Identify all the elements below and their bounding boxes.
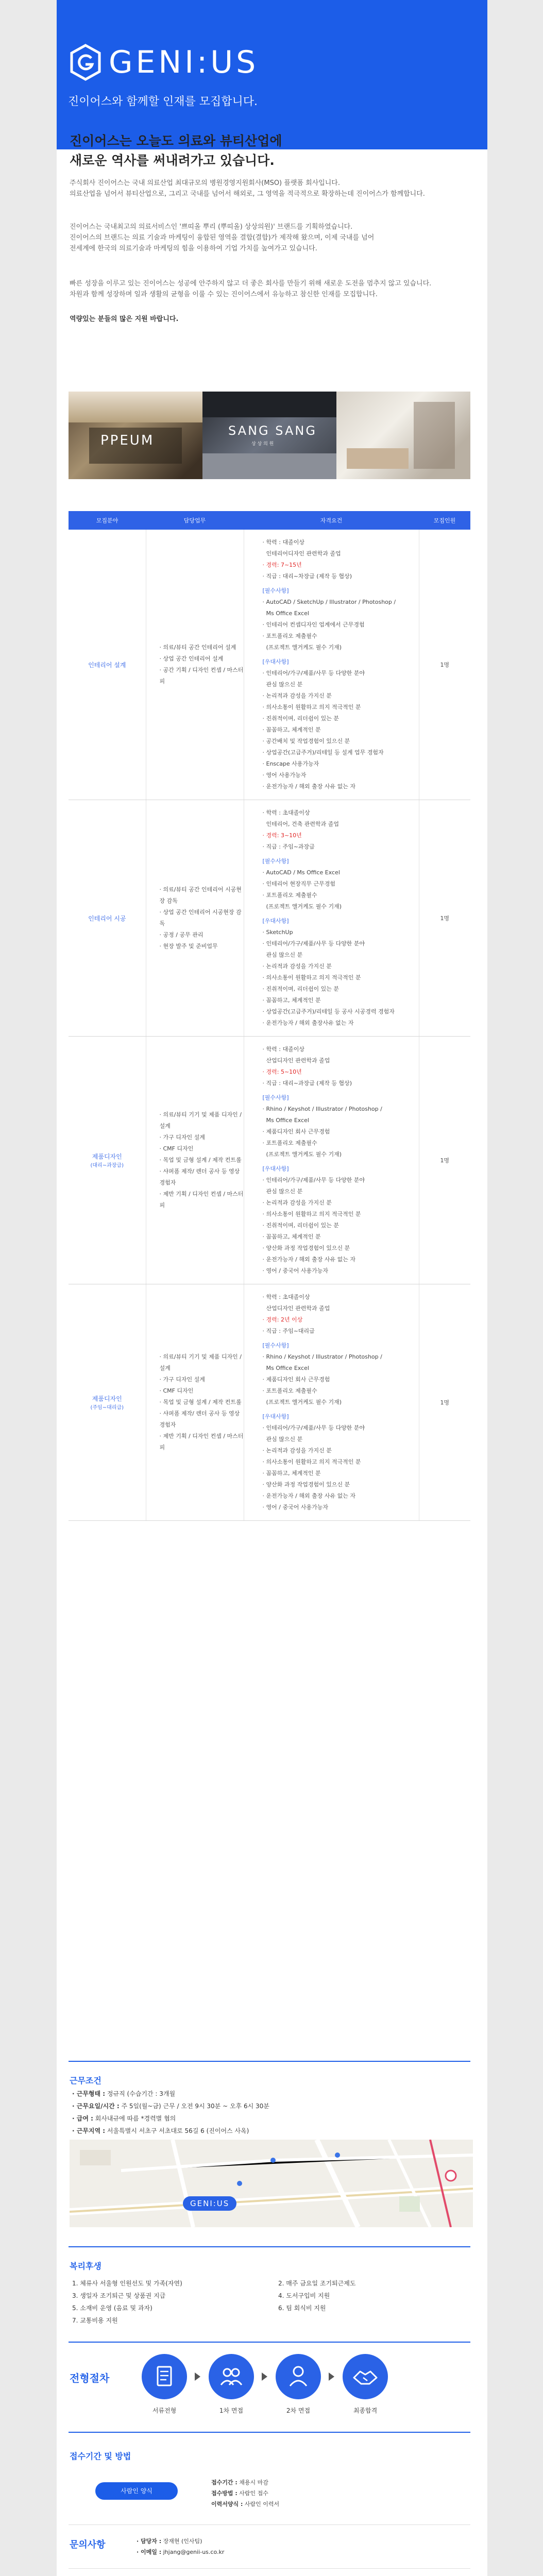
- genius-logo: [70, 44, 259, 81]
- welfare-item: 2. 매주 금요일 조기퇴근제도: [278, 2280, 356, 2287]
- qualification-item: (프로젝트 앨거케도 필수 기재): [262, 1151, 342, 1158]
- tasks-cell: [146, 530, 244, 800]
- ceiling-light: [69, 392, 202, 422]
- qualification-item: · 운전가능자 / 해외 출장사유 없는 자: [262, 1020, 354, 1026]
- table-row: [69, 1284, 470, 1521]
- task-item: · 상업 공간 인테리어 시공현장 감독: [159, 909, 242, 927]
- qualification-item: · 직급 : 주임~대리급: [262, 1328, 315, 1334]
- qualification-item: · 영어 사용가능자: [262, 772, 307, 778]
- welfare-item: 4. 도서구입비 지원: [278, 2292, 330, 2299]
- qualification-item: · 인테리어 컨셉디자인 업계에서 근무경험: [262, 621, 365, 628]
- qualification-item: · Enscape 사용가능자: [262, 760, 319, 767]
- qualification-item: · 진취적이며, 리더쉽이 있는 분: [262, 1222, 339, 1229]
- section-rule: [69, 2432, 470, 2433]
- step-label: 2차 면접: [286, 2407, 311, 2414]
- qualification-item: 산업디자인 관련학과 졸업: [262, 1305, 330, 1312]
- contact-item: [137, 2536, 224, 2547]
- intro-text: 차원과 함께 성장하며 일과 생활의 균형을 이룰 수 있는 진이어스에서 유능하고 참신한 인재를 모집합니다.: [70, 291, 378, 298]
- qualification-item: · SketchUp: [262, 929, 293, 936]
- condition-item: [72, 2100, 269, 2112]
- qualification-item: · 경력: 7~15년: [262, 562, 302, 568]
- clinic-photo-ppeum: [69, 392, 202, 479]
- job-field-level: (주임~대리급): [90, 1405, 124, 1411]
- table-row: [69, 800, 470, 1037]
- qualification-item: · 인테리어/가구/제품/사무 등 다양한 분야: [262, 1177, 365, 1183]
- tasks-cell: [146, 800, 244, 1037]
- condition-value: 주 5일(월~금) 근무 / 오전 9시 30분 ~ 오후 6시 30분: [119, 2103, 269, 2110]
- contact-key: · 이메일 :: [137, 2549, 162, 2555]
- headcount-cell: 1명: [419, 1284, 470, 1521]
- task-item: · 목업 및 금형 설계 / 제작 컨트롤: [159, 1399, 242, 1405]
- qualification-section-heading: [필수사항]: [262, 1342, 289, 1349]
- conditions-title: 근무조건: [70, 2076, 101, 2086]
- document-icon: [142, 2354, 187, 2399]
- intro-text: 주식회사 진이어스는 국내 의료산업 최대규모의 병원경영지원회사(MSO) 플랫폼 회사입니다.: [70, 179, 340, 187]
- qualification-item: · 학력 : 대졸이상: [262, 1046, 304, 1053]
- qualification-item: · 진취적이며, 리더쉽이 있는 분: [262, 986, 339, 992]
- welfare-list-left: [72, 2277, 182, 2327]
- job-field-name: 인테리어 시공: [88, 914, 126, 922]
- clinic-photo-sangsang: [202, 392, 336, 479]
- qualification-item: · 경력: 3~10년: [262, 832, 302, 839]
- qualification-section-heading: [우대사항]: [262, 1413, 289, 1420]
- job-field-name: 제품디자인: [92, 1395, 122, 1402]
- qualification-section-heading: [우대사항]: [262, 658, 289, 665]
- qualification-item: 인테리어디자인 관련학과 졸업: [262, 550, 341, 557]
- apply-title: 접수기간 및 방법: [70, 2451, 131, 2461]
- qualification-item: · 의사소통이 원활하고 의지 적극적인 분: [262, 974, 361, 981]
- qualification-item: 산업디자인 관련학과 졸업: [262, 1057, 330, 1064]
- job-field-level: (대리~과장급): [90, 1163, 124, 1168]
- task-item: · CMF 디자인: [159, 1145, 194, 1152]
- step-label: 1차 면접: [219, 2407, 244, 2414]
- headcount-cell: 1명: [419, 530, 470, 800]
- qualification-item: 인테리어, 건축 관련학과 졸업: [262, 821, 339, 827]
- qualifications-cell: [244, 800, 419, 1037]
- qualification-item: · 운전가능자 / 해외 출장 사유 없는 자: [262, 1256, 355, 1263]
- contact-item: [137, 2547, 224, 2557]
- qualification-item: · 논리적과 감성을 가지신 분: [262, 1199, 332, 1206]
- apply-key: 이력서양식 :: [211, 2501, 243, 2507]
- qualification-item: · 포트폴리오 제출필수: [262, 633, 317, 639]
- qualification-item: · 진취적이며, 리더쉽이 있는 분: [262, 715, 339, 722]
- qualification-item: · 학력 : 초대졸이상: [262, 809, 310, 816]
- qualification-item: · 경력: 2년 이상: [262, 1316, 303, 1323]
- task-item: · 현장 발주 및 준비업무: [159, 943, 218, 950]
- section-divider: [69, 2568, 470, 2569]
- qualification-item: · 포트폴리오 제출필수: [262, 1140, 317, 1146]
- conditions-list: [72, 2088, 269, 2137]
- qualification-item: · 꼼꼼하고, 체계적인 분: [262, 1470, 321, 1477]
- location-map[interactable]: [70, 2140, 473, 2227]
- qualification-item: 관심 많으신 분: [262, 952, 303, 958]
- task-item: · 공정 / 공무 관리: [159, 931, 203, 938]
- task-item: · 샤퍼폼 제작/ 렌더 공사 등 영상 경험자: [159, 1410, 240, 1428]
- tasks-cell: [146, 1284, 244, 1521]
- intro-title-line: 새로운 역사를 써내려가고 있습니다.: [70, 153, 275, 168]
- qualification-item: 관심 많으신 분: [262, 1436, 303, 1443]
- qualification-item: · 영어 / 중국어 사용가능자: [262, 1504, 328, 1511]
- apply-value: 채용시 마감: [237, 2479, 268, 2486]
- welfare-item: 7. 교통비용 지원: [72, 2317, 118, 2324]
- qualification-item: · 논리적과 감성을 가지신 분: [262, 963, 332, 970]
- ppeum-sign: PPEUM: [100, 433, 155, 448]
- map-location-pin[interactable]: GENI:US: [183, 2196, 236, 2211]
- qualification-item: · 직급 : 대리~과장급 (제작 등 협상): [262, 1080, 352, 1087]
- task-item: · 제반 기획 / 디자인 컨셉 / 마스터피: [159, 1191, 244, 1209]
- welfare-item: 1. 체류사 서울형 인원선도 및 가족(자연): [72, 2280, 182, 2287]
- job-field-cell: [69, 530, 146, 800]
- intro-text: 의료산업을 넘어서 뷰티산업으로, 그리고 국내를 넘어서 해외로, 그 영역을 적극적으로 확장하는데 진이어스가 함께합니다.: [70, 190, 425, 198]
- table-header-row: [69, 511, 470, 530]
- job-field-cell: [69, 1037, 146, 1284]
- condition-value: 서울특별시 서초구 서초대로 56길 6 (진이어스 사옥): [105, 2127, 249, 2134]
- task-item: · 가구 디자인 설계: [159, 1376, 205, 1383]
- hero-banner: [57, 0, 487, 149]
- condition-item: [72, 2112, 269, 2125]
- contact-value: 장재현 (인사팀): [161, 2538, 202, 2545]
- qualification-item: · 양산화 과정 작업경험이 있으신 분: [262, 1481, 350, 1488]
- section-rule: [69, 2342, 470, 2343]
- apply-value: 사람인 접수: [237, 2490, 268, 2497]
- task-item: · 목업 및 금형 설계 / 제작 컨트롤: [159, 1157, 242, 1163]
- contact-info: [137, 2536, 224, 2557]
- arrow-icon: [329, 2372, 334, 2381]
- qualification-item: · 꼼꼼하고, 체계적인 분: [262, 997, 321, 1004]
- condition-key: · 근무형태 :: [72, 2090, 106, 2097]
- section-rule: [69, 2061, 470, 2062]
- task-item: · CMF 디자인: [159, 1387, 194, 1394]
- qualification-section-heading: [필수사항]: [262, 1094, 289, 1101]
- col-header-qualifications: 자격요건: [244, 511, 419, 530]
- qualification-item: · 의사소통이 원활하고 의지 적극적인 분: [262, 1211, 361, 1217]
- qualifications-cell: [244, 1284, 419, 1521]
- apply-info: [211, 2477, 279, 2510]
- qualification-section-heading: [필수사항]: [262, 587, 289, 594]
- qualification-item: · 제품디자인 회사 근무경험: [262, 1128, 330, 1135]
- intro-paragraph: [70, 178, 471, 199]
- qualification-item: (프로젝트 앨거케도 필수 기재): [262, 1399, 342, 1405]
- qualification-item: · 인테리어 현장직무 근무경험: [262, 880, 335, 887]
- qualification-item: · 포트폴리오 제출필수: [262, 892, 317, 899]
- headcount-cell: 1명: [419, 800, 470, 1037]
- intro-text: 진이어스는 국내최고의 의료서비스인 '쁘띠올 뿌리 (뿌띠올) 상상의원)' 브랜드를 기획하였습니다.: [70, 223, 353, 231]
- qualification-item: · Rhino / Keyshot / Illustrator / Photoshop /: [262, 1106, 382, 1112]
- apply-key: 접수기간 :: [211, 2479, 237, 2486]
- qualification-section-heading: [필수사항]: [262, 858, 289, 865]
- intro-text: 빠른 성장을 이루고 있는 진이어스는 성공에 안주하지 않고 더 좋은 회사를 만들기 위해 새로운 도전을 멈추지 않고 있습니다.: [70, 280, 432, 287]
- task-item: · 의료/뷰티 공간 인테리어 설계: [159, 644, 236, 651]
- table-row: [69, 1037, 470, 1284]
- qualification-item: · 인테리어/가구/제품/사무 등 다양한 분야: [262, 670, 365, 676]
- apply-item: [211, 2488, 279, 2499]
- col-header-field: 모집분야: [69, 511, 146, 530]
- welfare-item: 6. 팀 회식비 지원: [278, 2304, 326, 2312]
- job-field-name: 제품디자인: [92, 1153, 122, 1160]
- qualification-item: · 꼼꼼하고, 체계적인 분: [262, 1233, 321, 1240]
- saramin-form-button[interactable]: 사람인 양식: [95, 2482, 178, 2500]
- qualification-item: · 논리적과 감성을 가지신 분: [262, 1447, 332, 1454]
- floor: [202, 453, 336, 479]
- condition-key: · 근무요일/시간 :: [72, 2103, 120, 2110]
- qualification-item: · 인테리어/가구/제품/사무 등 다양한 분야: [262, 940, 365, 947]
- qualification-item: Ms Office Excel: [262, 1117, 309, 1124]
- apply-value: 사람인 이력서: [243, 2501, 280, 2507]
- qualification-item: · 직급 : 대리~차장급 (제작 등 협상): [262, 573, 352, 580]
- section-rule: [69, 2246, 470, 2247]
- task-item: · 가구 디자인 설계: [159, 1134, 205, 1141]
- group-icon: [209, 2354, 254, 2399]
- task-item: · 의료/뷰티 기기 및 제품 디자인 / 설계: [159, 1111, 242, 1129]
- step-second-interview: [276, 2354, 321, 2399]
- qualification-item: · 포트폴리오 제출필수: [262, 1387, 317, 1394]
- task-item: · 샤퍼폼 제작/ 렌더 공사 등 영상 경험자: [159, 1168, 240, 1186]
- qualification-item: · Rhino / Keyshot / Illustrator / Photoshop /: [262, 1353, 382, 1360]
- condition-item: [72, 2125, 269, 2137]
- step-label: 최종합격: [353, 2407, 378, 2414]
- lobby-wall: [414, 402, 455, 469]
- step-first-interview: [209, 2354, 254, 2399]
- intro-title: [70, 131, 282, 171]
- qualification-item: Ms Office Excel: [262, 1365, 309, 1371]
- qualification-item: · 논리적과 감성을 가지신 분: [262, 692, 332, 699]
- qualification-item: 관심 많으신 분: [262, 1188, 303, 1195]
- ceiling: [202, 392, 336, 417]
- condition-key: · 급여 :: [72, 2115, 93, 2122]
- intro-paragraph: [70, 222, 471, 254]
- qualification-item: · 상업공간(고급주거)/리테일 등 공사 시공경력 경험자: [262, 1008, 395, 1015]
- intro-text: 전세계에 한국의 의료기술과 마케팅의 힘을 이용하여 기업 가치를 높여가고 있습니다.: [70, 245, 317, 252]
- qualification-item: · AutoCAD / Ms Office Excel: [262, 869, 340, 876]
- map-streets: [70, 2140, 473, 2227]
- step-final-pass: [343, 2354, 388, 2399]
- hexagon-logo-icon: [70, 44, 101, 81]
- task-item: · 공간 기획 / 디자인 컨셉 / 마스터피: [159, 667, 244, 685]
- qualification-item: · 의사소통이 원활하고 의지 적극적인 분: [262, 1459, 361, 1465]
- welfare-item: 3. 생일자 조기퇴근 및 상품권 지급: [72, 2292, 166, 2299]
- qualification-item: · 운전가능자 / 해외 출장 사유 없는 자: [262, 783, 355, 790]
- step-label: 서류전형: [152, 2407, 177, 2414]
- task-item: · 의료/뷰티 공간 인테리어 시공현장 감독: [159, 886, 242, 904]
- qualification-item: · 꼼꼼하고, 체계적인 분: [262, 726, 321, 733]
- logo-wordmark: GENI:US: [109, 44, 259, 80]
- qualification-item: (프로젝트 앨거케도 필수 기재): [262, 644, 342, 651]
- welfare-item: 5. 소재비 운영 (음료 및 과자): [72, 2304, 152, 2312]
- condition-item: [72, 2088, 269, 2100]
- qualification-item: 관심 많으신 분: [262, 681, 303, 688]
- apply-item: [211, 2477, 279, 2488]
- contact-title: 문의사항: [70, 2539, 106, 2550]
- apply-item: [211, 2499, 279, 2510]
- contact-key: · 담당자 :: [137, 2538, 162, 2545]
- section-divider: [69, 2524, 470, 2525]
- handshake-icon: [343, 2354, 388, 2399]
- task-item: · 상업 공간 인테리어 설계: [159, 655, 224, 662]
- welfare-title: 복리후생: [70, 2261, 101, 2271]
- job-field-cell: [69, 800, 146, 1037]
- job-field-cell: [69, 1284, 146, 1521]
- intro-paragraph: [70, 278, 471, 300]
- process-title: 전형절차: [70, 2372, 110, 2384]
- person-icon: [276, 2354, 321, 2399]
- condition-key: · 근무지역 :: [72, 2127, 106, 2134]
- step-document-screening: [142, 2354, 187, 2399]
- jobs-table: [69, 511, 470, 1521]
- qualifications-cell: [244, 1037, 419, 1284]
- qualification-section-heading: [우대사항]: [262, 1165, 289, 1172]
- sangsang-sign: SANG SANG: [228, 423, 317, 438]
- col-header-headcount: 모집인원: [419, 511, 470, 530]
- task-item: · 의료/뷰티 기기 및 제품 디자인 / 설계: [159, 1353, 242, 1371]
- intro-text: 진이어스의 브랜드는 의료 기술과 마케팅이 융합된 영역을 결합(결합)가 제작해 왔으며, 이제 국내를 넘어: [70, 234, 375, 242]
- qualification-item: Ms Office Excel: [262, 610, 309, 617]
- job-field-name: 인테리어 설계: [88, 661, 126, 669]
- qualification-item: · 상업공간(고급주거)/리테일 등 설계 업무 경험자: [262, 749, 384, 756]
- sangsang-sub-sign: 상 상 의 원: [251, 442, 274, 447]
- apply-key: 접수방법 :: [211, 2490, 237, 2497]
- lobby-desk: [347, 448, 409, 469]
- arrow-icon: [262, 2372, 267, 2381]
- condition-value: 정규직 (수습기간 : 3개월: [105, 2090, 176, 2097]
- qualification-item: (프로젝트 앨거케도 필수 기재): [262, 903, 342, 910]
- qualification-item: · 제품디자인 회사 근무경험: [262, 1376, 330, 1383]
- condition-value: 회사내규에 따름 *경력별 협의: [93, 2115, 176, 2122]
- qualifications-cell: [244, 530, 419, 800]
- qualification-item: · 영어 / 중국어 사용가능자: [262, 1267, 328, 1274]
- headcount-cell: 1명: [419, 1037, 470, 1284]
- qualification-item: · 인테리어/가구/제품/사무 등 다양한 분야: [262, 1425, 365, 1431]
- clinic-photo-lobby: [336, 392, 470, 479]
- col-header-tasks: 담당업무: [146, 511, 244, 530]
- intro-title-line: 진이어스는 오늘도 의료와 뷰티산업에: [70, 133, 282, 148]
- qualification-item: · 학력 : 초대졸이상: [262, 1294, 310, 1300]
- qualification-item: · 직급 : 주임~과장급: [262, 843, 315, 850]
- intro-closing: 역량있는 분들의 많은 지원 바랍니다.: [70, 315, 179, 323]
- tasks-cell: [146, 1037, 244, 1284]
- arrow-icon: [195, 2372, 200, 2381]
- qualification-item: · 학력 : 대졸이상: [262, 539, 304, 546]
- qualification-item: · 경력: 5~10년: [262, 1069, 302, 1075]
- task-item: · 제반 기획 / 디자인 컨셉 / 마스터피: [159, 1433, 244, 1451]
- qualification-section-heading: [우대사항]: [262, 918, 289, 924]
- welfare-list-right: [278, 2277, 355, 2314]
- qualification-item: · AutoCAD / SketchUp / Illustrator / Photoshop /: [262, 599, 396, 605]
- hero-tagline: 진이어스와 함께할 인재를 모집합니다.: [68, 95, 258, 108]
- table-row: [69, 530, 470, 800]
- qualification-item: · 양산화 과정 작업경험이 있으신 분: [262, 1245, 350, 1251]
- qualification-item: · 공간배치 및 작업경험이 있으신 분: [262, 738, 350, 744]
- contact-email[interactable]: jhjang@genii-us.co.kr: [161, 2549, 225, 2555]
- qualification-item: · 운전가능자 / 해외 출장 사유 없는 자: [262, 1493, 355, 1499]
- qualification-item: · 의사소통이 원활하고 의지 적극적인 분: [262, 704, 361, 710]
